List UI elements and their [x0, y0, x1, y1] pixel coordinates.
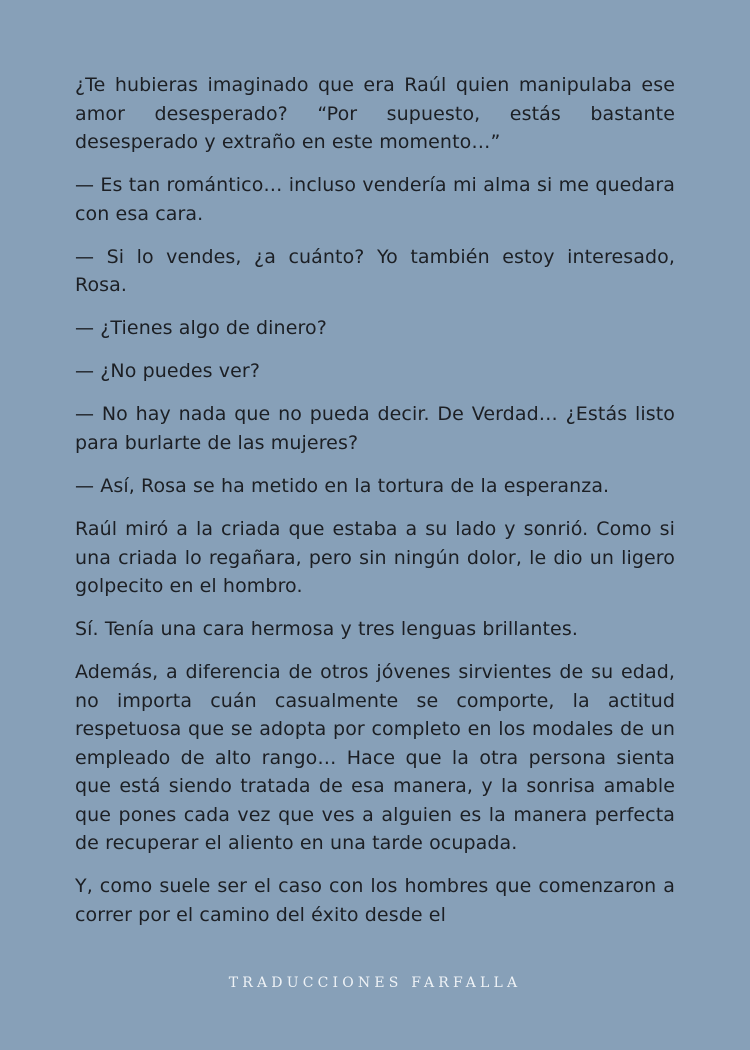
- paragraph-11: Y, como suele ser el caso con los hombres que comenzaron a correr por el camino del éxito desde el: [75, 875, 675, 926]
- paragraph-2: — Es tan romántico… incluso vendería mi alma si me quedara con esa cara.: [75, 174, 675, 225]
- paragraph-10: Además, a diferencia de otros jóvenes sirvientes de su edad, no importa cuán casualmente se comporte, la actitud respetuosa que se adopta por completo en los modales de un empleado de alto rango… Hace que la otra persona sienta que está siendo tratada de esa manera, y la sonrisa amable que pones cada vez que ves a alguien es la manera perfecta de recuperar el aliento en una tarde ocupada.: [75, 661, 675, 855]
- page-body: [75, 71, 675, 944]
- paragraph-1: ¿Te hubieras imaginado que era Raúl quien manipulaba ese amor desesperado? “Por supuesto, estás bastante desesperado y extraño en este momento…”: [75, 74, 675, 153]
- paragraph-7: — Así, Rosa se ha metido en la tortura de la esperanza.: [75, 475, 610, 498]
- paragraph-8: Raúl miró a la criada que estaba a su lado y sonrió. Como si una criada lo regañara, pero sin ningún dolor, le dio un ligero golpecito en el hombro.: [75, 518, 675, 598]
- paragraph-9: Sí. Tenía una cara hermosa y tres lenguas brillantes.: [75, 618, 578, 641]
- paragraph-3: — Si lo vendes, ¿a cuánto? Yo también estoy interesado, Rosa.: [75, 245, 675, 297]
- paragraph-4: — ¿Tienes algo de dinero?: [75, 317, 327, 340]
- page-footer: TRADUCCIONES FARFALLA: [228, 975, 522, 991]
- paragraph-5: — ¿No puedes ver?: [75, 360, 261, 383]
- paragraph-6: — No hay nada que no pueda decir. De Verdad… ¿Estás listo para burlarte de las mujeres?: [75, 403, 675, 454]
